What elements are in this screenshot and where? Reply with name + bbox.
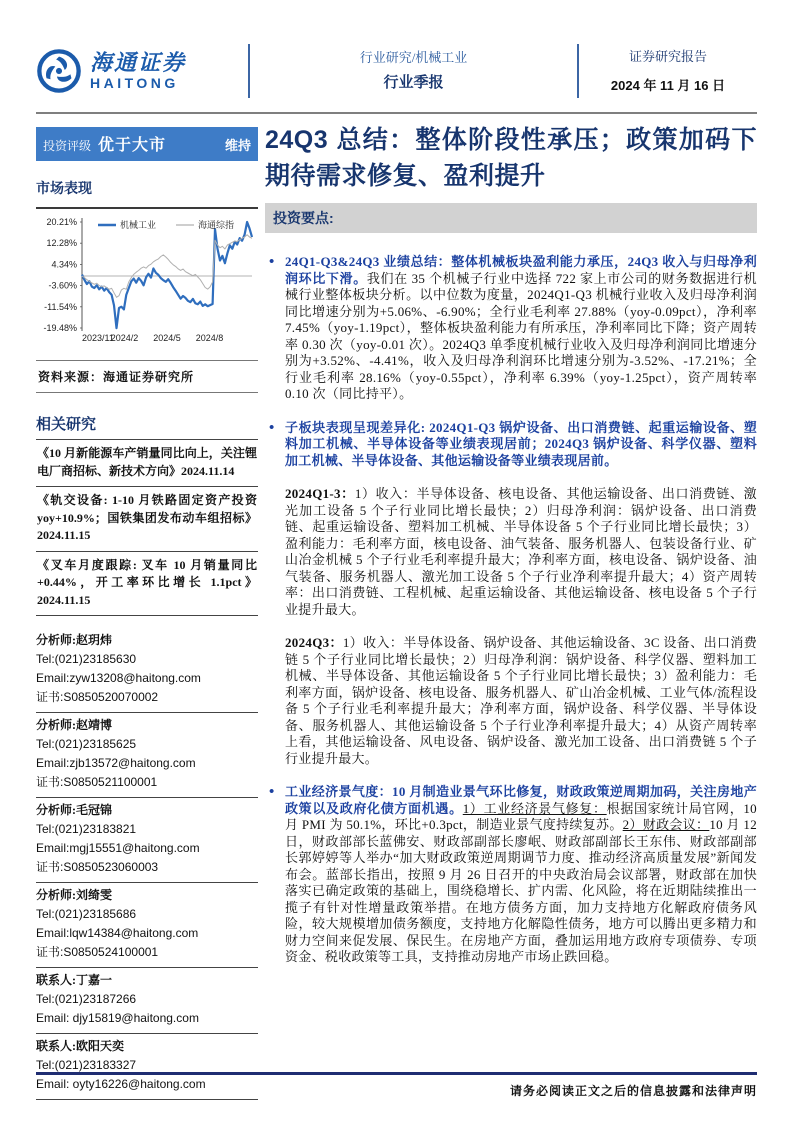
contact-email: Email:mgj15551@haitong.com	[36, 841, 200, 855]
rating-label: 投资评级	[43, 139, 92, 153]
contact-name: 分析师:赵玥炜	[36, 633, 112, 647]
paragraph-q13-body: 1）收入：半导体设备、核电设备、其他运输设备、出口消费链、激光加工设备 5 个子行业同比增长最快；2）归母净利润：锅炉设备、出口消费链、起重运输设备、塑料加工机械、半导体设备 5 个子行业同比增长最快；3）盈利能力：毛利率方面，核电设备、油气装备、服务机器人、包装设备行业、矿山冶金机械 5 个子行业毛利率提升最大；净利率方面，核电设备、锅炉设备、油气装备、服务机器人、激光加工设备 5 个子行业净利率提升最大；4）资产周转率：出口消费链、工程机械、起重运输设备、其他运输设备、核电设备 5 个子行业提升最大。	[285, 486, 757, 617]
bullet-performance-summary	[285, 254, 757, 403]
market-performance-chart	[36, 207, 258, 393]
contact-cert: 证书:S0850521100001	[36, 775, 158, 789]
svg-text:2024/2: 2024/2	[110, 333, 139, 343]
bullet3-lead: 工业经济景气度：10 月制造业景气环比修复，财政政策逆周期加码，关注房地产政策以及政府化债方面机遇。	[285, 784, 757, 816]
report-date: 2024 年 11 月 16 日	[610, 77, 726, 93]
rating-value: 优于大市	[98, 137, 167, 154]
logo-name-cn: 海通证券	[90, 50, 187, 75]
contact-name: 分析师:毛冠锦	[36, 803, 112, 817]
report-title: 24Q3 总结：整体阶段性承压；政策加码下期待需求修复、盈利提升	[265, 126, 757, 190]
contact-email: Email:zyw13208@haitong.com	[36, 671, 201, 685]
related-research-item	[36, 440, 258, 487]
svg-text:-3.60%: -3.60%	[48, 280, 77, 291]
contact-name: 分析师:刘绮雯	[36, 888, 112, 902]
rating-status: 维持	[224, 138, 251, 153]
contact-tel: Tel:(021)23183821	[36, 822, 137, 836]
contact-email: Email: oyty16226@haitong.com	[36, 1077, 206, 1091]
related-research-title: 相关研究	[36, 413, 258, 440]
footer-rule	[36, 1072, 757, 1075]
logo-text	[90, 51, 186, 91]
bullet1-body: 我们在 35 个机械子行业中选择 722 家上市公司的财务数据进行机械行业整体板块分析。以中位数为度量，2024Q1-Q3 机械行业收入及归母净利润同比增速分别为+5.06%、-6.90%；全行业毛利率 27.88%（yoy-0.09pct），净利率 7.45%（yoy-1.19pct），整体板块盈利能力有所承压，净利率同比下降；资产周转率 0.30 次（yoy-0.01 次）。2024Q3 单季度机械行业收入及归母净利润同比增速分别为+3.52%、-4.41%，收入及归母净利润环比增速分别为-3.52%、-17.21%；全行业毛利率 28.16%（yoy-0.55pct），净利率 6.39%（yoy-1.25pct），资产周转率 0.10 次（同比持平）。	[285, 270, 757, 401]
paragraph-2024q1-3	[285, 486, 757, 618]
bullet-industrial-economy	[285, 784, 757, 966]
svg-text:机械工业: 机械工业	[120, 220, 157, 230]
logo-name-en: HAITONG	[90, 75, 179, 91]
related-research-text: 《叉车月度跟踪: 叉车 10 月销量同比+0.44%，开工率环比增长 1.1pct》2024.11.15	[37, 557, 257, 607]
svg-text:-19.48%: -19.48%	[43, 323, 77, 333]
header-right	[579, 49, 757, 94]
footer-disclaimer: 请务必阅读正文之后的信息披露和法律声明	[509, 1084, 757, 1098]
svg-text:海通综指: 海通综指	[198, 220, 235, 230]
contact-entry	[36, 713, 258, 798]
report-kind: 证券研究报告	[628, 48, 707, 64]
related-research-text: 《轨交设备: 1-10 月铁路固定资产投资 yoy+10.9%；国铁集团发布动车组招标》2024.11.15	[37, 493, 257, 542]
market-performance-title: 市场表现	[36, 180, 92, 196]
main-column	[265, 122, 757, 983]
contact-email: Email:zjb13572@haitong.com	[36, 756, 196, 770]
related-research-item	[36, 552, 258, 617]
svg-text:4.34%: 4.34%	[51, 259, 77, 270]
paragraph-q3-label: 2024Q3：	[285, 635, 343, 650]
investment-rating-box	[36, 127, 258, 161]
svg-text:2023/11: 2023/11	[82, 333, 114, 343]
bullet3-sub2-text: 10 月 12 日，财政部部长蓝佛安、财政部副部长廖岷、财政部副部长王东伟、财政部副部长郭婷婷等人举办“加大财政政策逆周期调节力度、推动经济高质量发展”新闻发布会。蓝部长指出，按照 9 月 26 日召开的中央政治局会议部署，财政部在加快落实已确定政策的基础上，围绕稳增长、扩内需、化风险，将在近期陆续推出一揽子有针对性增量政策举措。在地方债务方面，加力支持地方化解政府债务风险，较大规模增加债务额度，支持地方化解隐性债务，地方可以腾出更多精力和财力空间来促发展、保民生。在房地产方面，叠加运用地方政府专项债券、专项资金、税收政策等工具，支持推动房地产市场止跌回稳。	[285, 817, 757, 964]
contact-name: 联系人:丁嘉一	[36, 973, 112, 987]
bullet1-lead: 24Q1-Q3&24Q3 业绩总结：整体机械板块盈利能力承压，24Q3 收入与归母净利润环比下滑。	[285, 254, 757, 286]
contact-entry	[36, 968, 258, 1034]
contact-tel: Tel:(021)23183327	[36, 1058, 137, 1072]
contact-cert: 证书:S0850523060003	[36, 860, 159, 874]
contact-tel: Tel:(021)23185625	[36, 737, 137, 751]
related-research-item	[36, 487, 258, 552]
svg-text:20.21%: 20.21%	[46, 217, 77, 227]
contact-email: Email: djy15819@haitong.com	[36, 1011, 199, 1025]
bullet2-lead: 子板块表现呈现差异化: 2024Q1-Q3 锅炉设备、出口消费链、起重运输设备、塑料加工机械、半导体设备等业绩表现居前；2024Q3 锅炉设备、科学仪器、塑料加工机械、半导体设备、其他运输设备等业绩表现居前。	[285, 419, 757, 468]
contact-entry	[36, 883, 258, 968]
market-chart-svg	[36, 212, 258, 360]
contact-entry	[36, 798, 258, 883]
contact-email: Email:lqw14384@haitong.com	[36, 926, 199, 940]
bullet3-sub1-heading: 1）工业经济景气修复：	[462, 800, 607, 816]
related-research-list	[36, 440, 258, 616]
svg-text:2024/8: 2024/8	[195, 333, 224, 343]
contact-name: 分析师:赵靖博	[36, 718, 112, 732]
highlights-bar: 投资要点:	[265, 203, 757, 233]
report-body	[265, 254, 757, 966]
bullet3-sub2-heading: 2）财政会议：	[622, 817, 710, 832]
haitong-logo	[36, 48, 248, 94]
chart-source: 资料来源：海通证券研究所	[36, 360, 258, 393]
contact-cert: 证书:S0850520070002	[36, 690, 159, 704]
contact-cert: 证书:S0850524100001	[36, 945, 159, 959]
contact-tel: Tel:(021)23185686	[36, 907, 137, 921]
svg-text:2024/5: 2024/5	[153, 333, 181, 343]
contact-name: 联系人:欧阳天奕	[36, 1039, 124, 1053]
header-rule	[36, 112, 757, 114]
haitong-logo-icon	[36, 48, 82, 94]
analyst-contacts	[36, 628, 258, 1100]
svg-text:12.28%: 12.28%	[46, 238, 77, 249]
paragraph-2024q3	[285, 635, 757, 767]
sidebar	[36, 127, 258, 1100]
contact-tel: Tel:(021)23187266	[36, 992, 137, 1006]
contact-entry	[36, 1034, 258, 1100]
bullet-subsector-divergence	[285, 420, 757, 470]
paragraph-q3-body: 1）收入：半导体设备、锅炉设备、其他运输设备、3C 设备、出口消费链 5 个子行业同比增长最快；2）归母净利润：锅炉设备、科学仪器、塑料加工机械、半导体设备、其他运输设备 5 个子行业同比增长最快；3）盈利能力：毛利率方面，锅炉设备、核电设备、服务机器人、矿山冶金机械、工业气体/流程设备 5 个子行业毛利率提升最大；净利率方面，锅炉设备、科学仪器、半导体设备、服务机器人、其他运输设备 5 个子行业净利率提升最大；4）从资产周转率上看，其他运输设备、风电设备、锅炉设备、激光加工设备、出口消费链 5 个子行业提升最大。	[285, 635, 757, 766]
contact-entry	[36, 628, 258, 713]
report-category: 行业研究/机械工业	[359, 50, 468, 65]
paragraph-q13-label: 2024Q1-3：	[285, 486, 355, 501]
key-points-list-2	[265, 784, 757, 966]
report-type: 行业季报	[383, 75, 444, 91]
svg-text:-11.54%: -11.54%	[44, 301, 77, 312]
report-header	[36, 44, 757, 98]
related-research-text: 《10 月新能源车产销量同比向上，关注锂电厂商招标、新技术方向》2024.11.14	[37, 446, 257, 478]
key-points-list	[265, 254, 757, 469]
header-center	[250, 50, 577, 92]
bullet3-sub1-text: 根据国家统计局官网，10 月 PMI 为 50.1%，环比+0.3pct，制造业景气度持续复苏。	[285, 800, 757, 832]
contact-tel: Tel:(021)23185630	[36, 652, 137, 666]
